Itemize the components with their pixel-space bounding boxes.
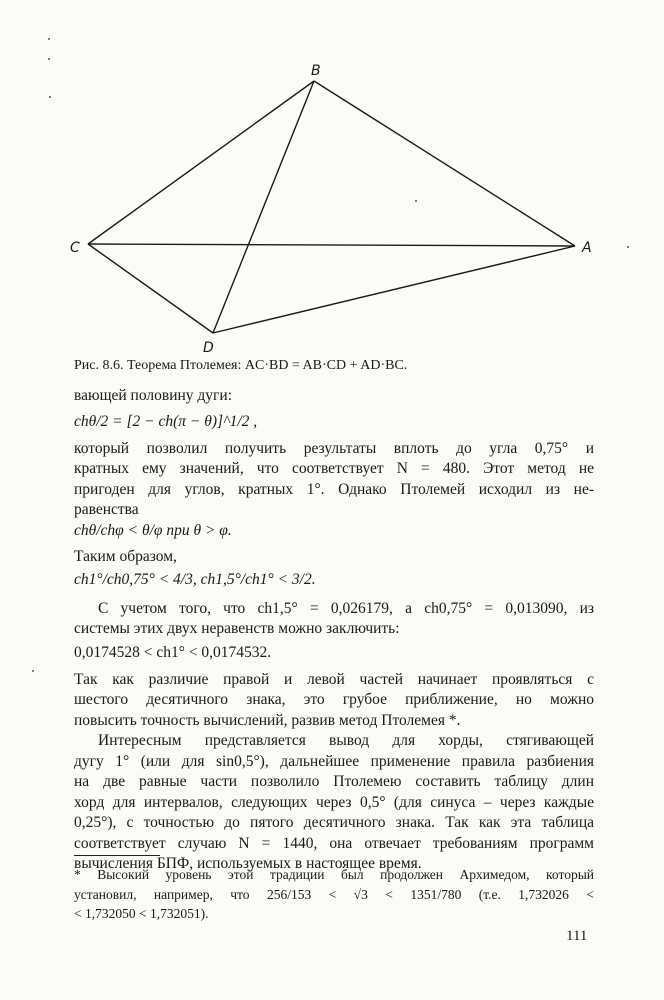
ptolemy-quadrilateral-figure [0, 0, 664, 360]
edge-CB [88, 81, 314, 244]
footnote-line: установил, например, что 256/153 < √3 < 1351/780 (т.е. 1,732026 < [74, 887, 594, 902]
footnote-rule [74, 855, 160, 856]
edge-BA [314, 81, 575, 246]
text-line: Так как различие правой и левой частей начинает проявляться с [74, 671, 594, 688]
text-line: 0,25°), с точностью до пятого десятичного знака. Так как эта таблица [74, 814, 594, 831]
text-line: пригоден для углов, кратных 1°. Однако Птолемей исходил из не- [74, 481, 594, 498]
footnote-line: * Высокий уровень этой традиции был продолжен Архимедом, который [74, 867, 594, 882]
text-line: повысить точность вычислений, развив метод Птолемея *. [74, 712, 461, 729]
text-line: дугу 1° (или для sin0,5°), дальнейшее применение правила разбиения [74, 753, 594, 770]
vertex-label-A: A [582, 240, 592, 256]
text-line: вычисления БПФ, используемых в настоящее время. [74, 855, 422, 872]
formula-line: 0,0174528 < ch1° < 0,0174532. [74, 644, 272, 661]
vertex-label-D: D [203, 340, 214, 356]
text-line: вающей половину дуги: [74, 387, 233, 404]
edge-AD [213, 246, 575, 333]
text-line: который позволил получить результаты вплоть до угла 0,75° и [74, 440, 594, 457]
formula-line: chθ/2 = [2 − ch(π − θ)]^1/2 , [74, 413, 258, 430]
figure-caption: Рис. 8.6. Теорема Птолемея: AC·BD = AB·CD + AD·BC. [74, 358, 408, 373]
text-line: шестого десятичного знака, это грубое приближение, но можно [74, 691, 594, 708]
formula-line: ch1°/ch0,75° < 4/3, ch1,5°/ch1° < 3/2. [74, 571, 316, 588]
diagonal-CA [88, 244, 575, 246]
text-line: Интересным представляется вывод для хорды, стягивающей [98, 732, 594, 749]
text-line: кратных ему значений, что соответствует N = 480. Этот метод не [74, 460, 594, 477]
text-line: на две равные части позволило Птолемею составить таблицу длин [74, 773, 594, 790]
text-line: Таким образом, [74, 548, 177, 565]
text-line: С учетом того, что ch1,5° = 0,026179, а ch0,75° = 0,013090, из [98, 600, 594, 617]
text-line: соответствует случаю N = 1440, она отвечает требованиям программ [74, 835, 594, 852]
diagonal-BD [213, 81, 314, 333]
vertex-label-B: B [311, 63, 321, 79]
text-line: хорд для интервалов, следующих через 0,5° (для синуса – через каждые [74, 794, 594, 811]
vertex-label-C: C [70, 240, 80, 256]
formula-line: chθ/chφ < θ/φ при θ > φ. [74, 522, 232, 539]
text-line: системы этих двух неравенств можно заключить: [74, 620, 400, 637]
footnote-line: < 1,732050 < 1,732051). [74, 906, 209, 921]
text-line: равенства [74, 501, 139, 518]
page-number: 111 [566, 928, 588, 944]
edge-DC [88, 244, 213, 333]
